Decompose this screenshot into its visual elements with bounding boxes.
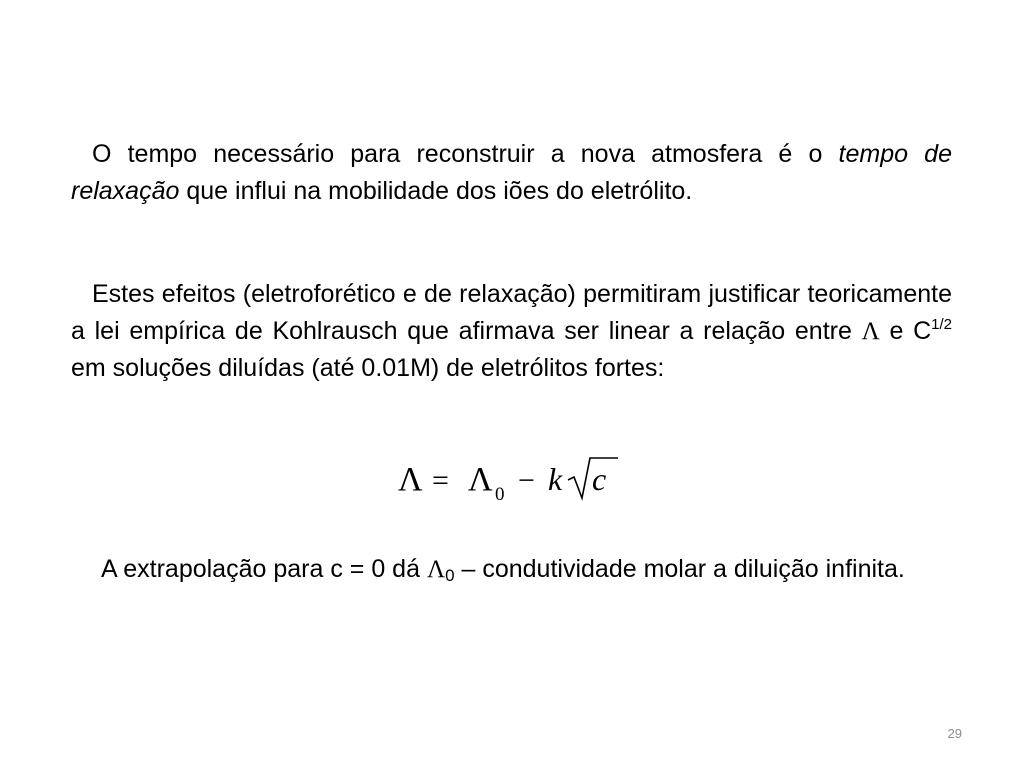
formula-subscript-zero: 0 [495,484,505,505]
formula-minus: − [518,464,535,497]
kohlrausch-formula [396,450,636,506]
formula-lambda: Λ [398,461,423,498]
paragraph1-text-after: que influi na mobilidade dos iões do eletrólito. [186,176,693,205]
paragraph3-text-after: – condutividade molar a diluição infinita. [461,555,905,583]
formula-c: c [592,461,607,497]
paragraph-relaxation-time [71,136,952,209]
paragraph-kohlrausch-law [71,276,952,387]
paragraph2-text-after: em soluções diluídas (até 0.01M) de eletrólitos fortes: [71,354,665,382]
subscript-zero: 0 [445,566,455,585]
paragraph-extrapolation [71,551,952,589]
page-number: 29 [947,726,962,741]
lambda-symbol: Λ [426,556,446,583]
lambda-symbol: Λ [861,317,880,345]
paragraph3-text-before: A extrapolação para c = 0 dá [101,555,420,583]
formula-equals: = [432,464,449,497]
paragraph2-text-mid: e C [889,316,932,345]
paragraph2-text-before: Estes efeitos (eletroforético e de relaxação) permitiram justificar teoricamente a lei empírica de Kohlrausch que afirmava ser linear a relação entre [71,280,952,345]
formula-lambda0: Λ [468,461,493,498]
superscript-half: 1/2 [931,315,952,333]
paragraph1-emphasis: tempo de relaxação [71,140,952,205]
paragraph1-text-before: O tempo necessário para reconstruir a nova atmosfera é o [92,140,823,168]
formula-k: k [548,461,563,497]
